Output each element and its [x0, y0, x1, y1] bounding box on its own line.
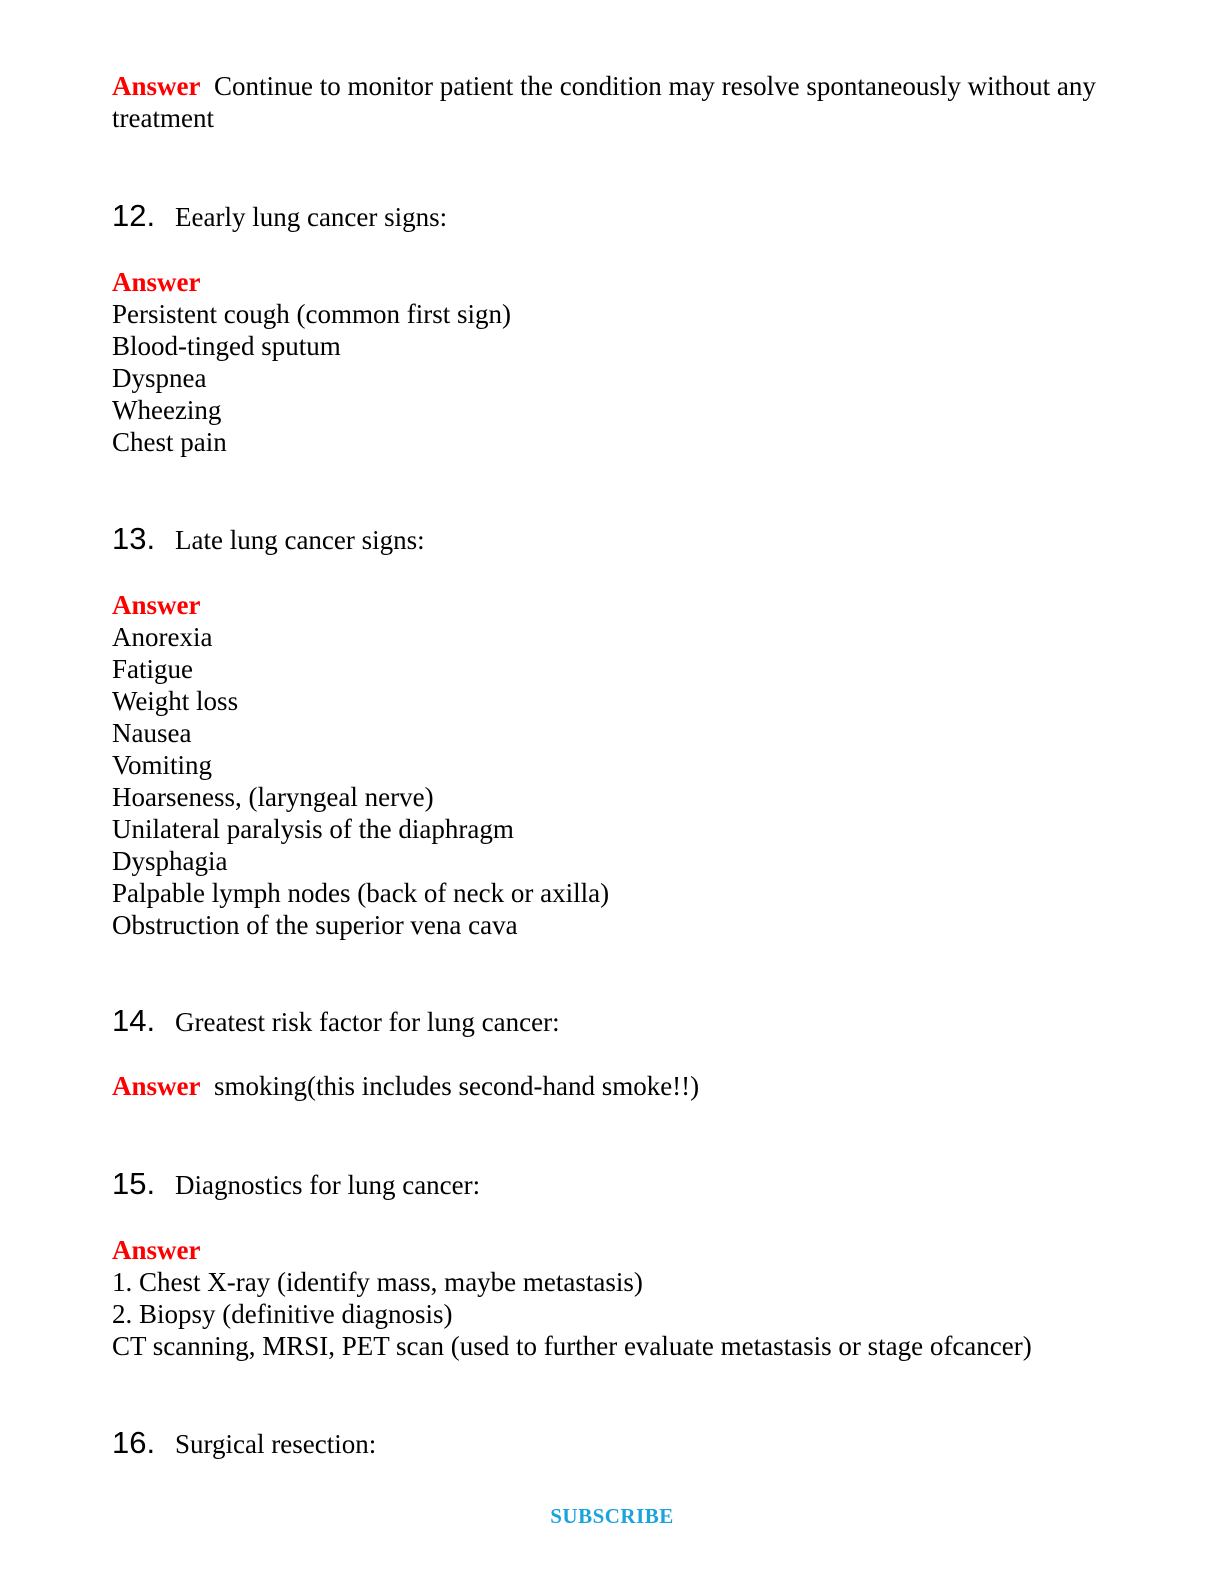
question-number: 15.: [112, 1166, 156, 1201]
list-item: Vomiting: [112, 750, 213, 780]
question-12: [112, 200, 1124, 233]
list-item: Hoarseness, (laryngeal nerve): [112, 782, 434, 812]
answer-label: Answer: [112, 590, 201, 620]
question-text: Greatest risk factor for lung cancer:: [175, 1007, 560, 1037]
answer-14: [112, 1070, 1124, 1102]
list-item: Obstruction of the superior vena cava: [112, 910, 518, 940]
question-16: [112, 1427, 1124, 1460]
list-item: Fatigue: [112, 654, 193, 684]
list-item: Chest pain: [112, 427, 227, 457]
list-item: 1. Chest X-ray (identify mass, maybe metastasis): [112, 1267, 643, 1297]
answer-label: Answer: [112, 1071, 201, 1101]
answer-text: smoking(this includes second-hand smoke!!): [214, 1071, 700, 1101]
question-13: [112, 523, 1124, 556]
list-item: Blood-tinged sputum: [112, 331, 341, 361]
question-14: [112, 1005, 1124, 1038]
subscribe-link[interactable]: SUBSCRIBE: [550, 1504, 674, 1528]
list-item: Weight loss: [112, 686, 239, 716]
list-item: Anorexia: [112, 622, 213, 652]
answer-13: [112, 589, 1124, 941]
question-text: Eearly lung cancer signs:: [175, 202, 448, 232]
list-item: Dysphagia: [112, 846, 228, 876]
list-item: Nausea: [112, 718, 192, 748]
question-number: 12.: [112, 198, 156, 233]
question-text: Late lung cancer signs:: [175, 525, 425, 555]
question-text: Surgical resection:: [175, 1429, 377, 1459]
answer-15: [112, 1234, 1124, 1362]
list-item: Dyspnea: [112, 363, 207, 393]
list-item: CT scanning, MRSI, PET scan (used to further evaluate metastasis or stage ofcancer): [112, 1331, 1032, 1361]
answer-text: Continue to monitor patient the condition may resolve spontaneously without any treatment: [112, 71, 1096, 133]
answer-label: Answer: [112, 267, 201, 297]
answer-label: Answer: [112, 71, 201, 101]
intro-answer: [112, 70, 1124, 134]
list-item: Unilateral paralysis of the diaphragm: [112, 814, 514, 844]
question-number: 14.: [112, 1003, 156, 1038]
list-item: Palpable lymph nodes (back of neck or axilla): [112, 878, 610, 908]
question-number: 13.: [112, 521, 156, 556]
answer-12: [112, 266, 1124, 458]
question-number: 16.: [112, 1425, 156, 1460]
list-item: Wheezing: [112, 395, 222, 425]
list-item: 2. Biopsy (definitive diagnosis): [112, 1299, 453, 1329]
question-text: Diagnostics for lung cancer:: [175, 1170, 481, 1200]
list-item: Persistent cough (common first sign): [112, 299, 511, 329]
question-15: [112, 1168, 1124, 1201]
answer-label: Answer: [112, 1235, 201, 1265]
